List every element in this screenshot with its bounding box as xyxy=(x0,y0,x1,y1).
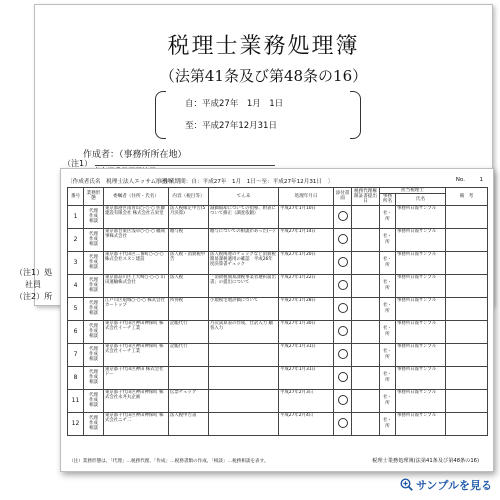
row-date: 平成27年1月20日 xyxy=(279,251,334,274)
row-date: 平成27年2月3日 xyxy=(279,389,334,412)
row-date: 平成27年1月31日 xyxy=(279,366,334,389)
form-option: 代理 xyxy=(89,369,98,375)
row-assist xyxy=(352,412,380,435)
row-details: 「消費税簡易課税事業者選択届出書」の提出について xyxy=(209,274,279,297)
row-form-options xyxy=(84,412,104,435)
form-option: 相談 xyxy=(89,265,98,271)
row-client: 東京都千代田区神田神保町 株式会社永井丸企画 xyxy=(104,389,169,412)
period-from: 自：平成27年 1月 1日 xyxy=(185,99,284,109)
period-to: 至：平成27年12月31日 xyxy=(185,121,277,131)
sheet-author: 〔作成者氏名 税理士法人エッサム事務所 xyxy=(67,179,173,185)
table-row xyxy=(68,251,488,274)
table-row xyxy=(68,205,488,228)
row-content: 法人税 xyxy=(169,274,209,297)
row-content: 贈与税 xyxy=(169,228,209,251)
row-client: 江戸川区船堀○-○-○ 株式会社カートップ xyxy=(104,297,169,320)
row-content: 法人税申告書 xyxy=(169,412,209,435)
col-details: てん末 xyxy=(209,188,279,206)
row-date: 平成27年1月28日 xyxy=(279,297,334,320)
row-remarks xyxy=(446,251,488,274)
form-option: 相談 xyxy=(89,380,98,386)
form-option: 代理 xyxy=(89,346,98,352)
sample-view-link[interactable] xyxy=(400,477,492,494)
row-number: 5 xyxy=(68,297,84,320)
form-option: 相談 xyxy=(89,426,98,432)
row-remarks xyxy=(446,228,488,251)
row-client: 東京都品川区上大崎○-○-○ 山田運輸株式会社 xyxy=(104,274,169,297)
form-option: 代理 xyxy=(89,323,98,329)
table-row xyxy=(68,343,488,366)
col-num: 番号 xyxy=(68,188,84,206)
row-number: 3 xyxy=(68,251,84,274)
form-option: 代理 xyxy=(89,208,98,214)
row-attach-seal xyxy=(334,274,352,297)
row-number: 12 xyxy=(68,412,84,435)
col-form: 業務形態 xyxy=(84,188,104,206)
table-row xyxy=(68,228,488,251)
row-date: 平成27年1月30日 xyxy=(279,320,334,343)
row-remarks xyxy=(446,389,488,412)
table-row xyxy=(68,366,488,389)
table-row xyxy=(68,274,488,297)
col-date: 処理年月日 xyxy=(279,188,334,206)
row-name: 事務所日報サンプル xyxy=(396,366,446,389)
row-assist xyxy=(352,366,380,389)
col-assist: 税務代理権限証書提出日 xyxy=(352,188,380,206)
row-form-options xyxy=(84,205,104,228)
seal-circle-icon xyxy=(338,257,348,267)
col-client: 委嘱者（住所・氏名） xyxy=(104,188,169,206)
form-option: 代理 xyxy=(89,277,98,283)
table-row xyxy=(68,389,488,412)
row-content: 所得税 xyxy=(169,297,209,320)
row-office: 社・所 xyxy=(380,228,396,251)
row-assist xyxy=(352,274,380,297)
row-number: 2 xyxy=(68,228,84,251)
row-attach-seal xyxy=(334,251,352,274)
row-content: 伝票チェック xyxy=(169,389,209,412)
seal-circle-icon xyxy=(338,372,348,382)
row-form-options xyxy=(84,389,104,412)
period-box xyxy=(155,91,361,139)
table-row xyxy=(68,297,488,320)
row-assist xyxy=(352,251,380,274)
form-option: 作成 xyxy=(89,213,98,219)
row-attach-seal xyxy=(334,297,352,320)
col-name: 氏名 xyxy=(396,194,446,205)
cover-note-3: 社員 xyxy=(25,280,41,289)
row-attach-seal xyxy=(334,228,352,251)
col-content: 内容（税目等） xyxy=(169,188,209,206)
row-client: 東京都千代田区神田 株式会社ドー xyxy=(104,366,169,389)
row-content: 記帳代行 xyxy=(169,320,209,343)
seal-circle-icon xyxy=(338,395,348,405)
row-remarks xyxy=(446,320,488,343)
seal-circle-icon xyxy=(338,211,348,221)
row-details xyxy=(209,343,279,366)
row-number: 7 xyxy=(68,343,84,366)
row-client: 東京都港区南青山○-○-○ 佐藤建設有限会社 株式会社五栄堂 xyxy=(104,205,169,228)
row-client: 東京都千代田区二番町○-○-○ 株式会社スヌン建設 xyxy=(104,251,169,274)
row-details: 贈与についての相談があった(ー) xyxy=(209,228,279,251)
row-client: 東京都千代田区神田神保町 株式会社イーチ工業 xyxy=(104,320,169,343)
table-row xyxy=(68,412,488,435)
row-name: 事務所日報サンプル xyxy=(396,343,446,366)
row-number: 4 xyxy=(68,274,84,297)
row-attach-seal xyxy=(334,343,352,366)
form-option: 作成 xyxy=(89,282,98,288)
row-attach-seal xyxy=(334,389,352,412)
row-office: 社・所 xyxy=(380,389,396,412)
bracket-right xyxy=(350,91,361,139)
col-attach: 添付書面 xyxy=(334,188,352,206)
row-attach-seal xyxy=(334,366,352,389)
row-name: 事務所日報サンプル xyxy=(396,389,446,412)
row-attach-seal xyxy=(334,320,352,343)
form-option: 作成 xyxy=(89,236,98,242)
row-details xyxy=(209,366,279,389)
form-option: 相談 xyxy=(89,219,98,225)
seal-circle-icon xyxy=(338,349,348,359)
form-option: 相談 xyxy=(89,311,98,317)
row-office: 社・所 xyxy=(380,320,396,343)
form-option: 作成 xyxy=(89,305,98,311)
row-name: 事務所日報サンプル xyxy=(396,412,446,435)
cover-note-2: （注1）処 xyxy=(15,268,53,277)
cover-subtitle: （法第41条及び第48条の16） xyxy=(159,67,368,85)
author-label: 作成者：（事務所所在地） xyxy=(83,150,187,160)
row-details xyxy=(209,412,279,435)
row-content: 法人税・消費税申告 xyxy=(169,251,209,274)
row-remarks xyxy=(446,205,488,228)
form-option: 相談 xyxy=(89,403,98,409)
sample-view-label: サンプルを見る xyxy=(415,479,492,492)
seal-circle-icon xyxy=(338,280,348,290)
form-option: 作成 xyxy=(89,374,98,380)
col-charge-group: 担当税理士 xyxy=(380,188,446,194)
row-details: 小規模宅地評価について xyxy=(209,297,279,320)
row-name: 事務所日報サンプル xyxy=(396,228,446,251)
cover-title: 税理士業務処理簿 xyxy=(167,34,360,59)
row-content: 法人税確定申告(5月決算) xyxy=(169,205,209,228)
row-date: 平成27年1月14日 xyxy=(279,228,334,251)
row-form-options xyxy=(84,274,104,297)
row-name: 事務所日報サンプル xyxy=(396,320,446,343)
form-option: 作成 xyxy=(89,259,98,265)
row-date: 平成27年1月31日 xyxy=(279,343,334,366)
row-office: 社・所 xyxy=(380,343,396,366)
row-details: 法人税関連のチェックなど消費税簡易課税適用の確認 平成26年度決算書チェック xyxy=(209,251,279,274)
form-option: 代理 xyxy=(89,392,98,398)
seal-circle-icon xyxy=(338,234,348,244)
row-office: 社・所 xyxy=(380,366,396,389)
seal-circle-icon xyxy=(338,303,348,313)
bracket-left xyxy=(155,91,166,139)
row-name: 事務所日報サンプル xyxy=(396,297,446,320)
row-remarks xyxy=(446,366,488,389)
form-option: 相談 xyxy=(89,357,98,363)
row-office: 社・所 xyxy=(380,205,396,228)
row-client: 東京都千代田区神田神保町 株式会社ニチ二 xyxy=(104,412,169,435)
row-date: 平成27年1月10日 xyxy=(279,205,334,228)
row-assist xyxy=(352,297,380,320)
sheet-period: 〕〔作成期間：自：平成27年 1月 1日～至：平成27年12月31日 〕 xyxy=(155,179,334,185)
row-form-options xyxy=(84,366,104,389)
row-remarks xyxy=(446,343,488,366)
sheet-header xyxy=(67,175,487,187)
cover-note-1: （注1） xyxy=(63,159,93,168)
form-option: 作成 xyxy=(89,328,98,334)
form-option: 相談 xyxy=(89,334,98,340)
row-remarks xyxy=(446,412,488,435)
row-form-options xyxy=(84,251,104,274)
row-office: 社・所 xyxy=(380,274,396,297)
row-details xyxy=(209,389,279,412)
form-option: 相談 xyxy=(89,288,98,294)
row-number: 1 xyxy=(68,205,84,228)
sheet-footer-title: 税理士業務処理簿(法第41条及び第48条の16) xyxy=(372,458,479,464)
form-option: 代理 xyxy=(89,254,98,260)
form-option: 代理 xyxy=(89,415,98,421)
row-client: 東京都台東区浅草○-○-○ 橘商事株式会社 xyxy=(104,228,169,251)
row-name: 事務所日報サンプル xyxy=(396,205,446,228)
sheet-footnote: （注）業務形態は、「代理」…税務代理、「作成」…税務書類の作成、「相談」…税務相談を表す。 xyxy=(69,459,269,464)
magnifier-plus-icon xyxy=(400,478,413,494)
row-date: 平成27年2月4日 xyxy=(279,412,334,435)
col-office: 事務所名 xyxy=(380,194,396,205)
row-attach-seal xyxy=(334,205,352,228)
form-option: 作成 xyxy=(89,397,98,403)
row-form-options xyxy=(84,320,104,343)
sheet-no-label: No. xyxy=(455,177,465,183)
row-form-options xyxy=(84,228,104,251)
row-content xyxy=(169,366,209,389)
cover-note-4: （注2）所 xyxy=(15,292,53,301)
row-number: 8 xyxy=(68,366,84,389)
sheet-no-value: 1 xyxy=(479,177,483,183)
form-option: 代理 xyxy=(89,300,98,306)
row-office: 社・所 xyxy=(380,297,396,320)
form-option: 作成 xyxy=(89,351,98,357)
row-form-options xyxy=(84,343,104,366)
row-name: 事務所日報サンプル xyxy=(396,274,446,297)
row-assist xyxy=(352,320,380,343)
row-office: 社・所 xyxy=(380,251,396,274)
row-number: 11 xyxy=(68,389,84,412)
row-content: 記帳代行 xyxy=(169,343,209,366)
seal-circle-icon xyxy=(338,418,348,428)
row-assist xyxy=(352,343,380,366)
seal-circle-icon xyxy=(338,326,348,336)
row-assist xyxy=(352,205,380,228)
row-client: 東京都千代田区神田神保町 株式会社イーチ工業 xyxy=(104,343,169,366)
row-number: 6 xyxy=(68,320,84,343)
form-option: 相談 xyxy=(89,242,98,248)
row-attach-seal xyxy=(334,412,352,435)
row-date: 平成27年1月22日 xyxy=(279,274,334,297)
row-form-options xyxy=(84,297,104,320)
form-option: 作成 xyxy=(89,420,98,426)
row-office: 社・所 xyxy=(380,412,396,435)
row-assist xyxy=(352,228,380,251)
row-name: 事務所日報サンプル xyxy=(396,251,446,274)
form-option: 代理 xyxy=(89,231,98,237)
col-remarks: 備 考 xyxy=(446,188,488,206)
row-assist xyxy=(352,389,380,412)
register-sheet xyxy=(60,168,494,472)
row-remarks xyxy=(446,274,488,297)
row-details: 減価償却についての指導、附表について修正（調査依頼） xyxy=(209,205,279,228)
table-row xyxy=(68,320,488,343)
row-details: 月次試算表の作成、仕訳入力 顧客入力 xyxy=(209,320,279,343)
row-remarks xyxy=(446,297,488,320)
register-table xyxy=(67,187,488,436)
